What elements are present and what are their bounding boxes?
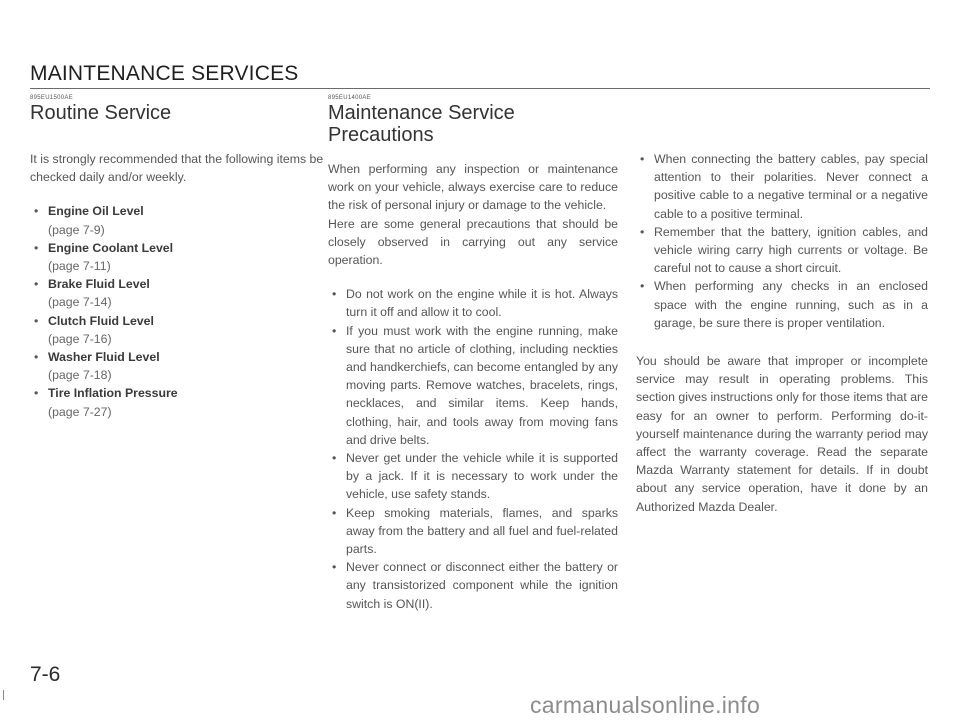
- precautions-section: [328, 95, 618, 613]
- routine-item-label: Brake Fluid Level: [48, 277, 150, 292]
- bullet-icon: •: [332, 287, 337, 302]
- bullet-icon: •: [640, 224, 645, 239]
- precaution-text: Remember that the battery, ignition cables, and vehicle wiring carry high currents or voltage. Be careful not to cause a short circuit.: [654, 224, 928, 276]
- bullet-icon: •: [34, 277, 39, 292]
- routine-item-page: (page 7-16): [48, 331, 112, 346]
- precautions-intro: When performing any inspection or maintenance work on your vehicle, always exercise care to reduce the risk of personal injury or damage to the vehicle.: [328, 162, 618, 213]
- precautions-code: 895EU1400AE: [328, 95, 371, 101]
- routine-service-section: [30, 95, 325, 421]
- routine-code: 895EU1500AE: [30, 95, 73, 101]
- routine-item-label: Clutch Fluid Level: [48, 313, 154, 328]
- header-divider: [30, 88, 930, 89]
- precaution-text: If you must work with the engine running, make sure that no article of clothing, including neckties and handkerchiefs, can become entangled by any moving parts. Remove watches, bracelets, rings, necklaces, and similar items. Keep hands, clothing, hair, and tools away from moving fans and drive belts.: [346, 323, 618, 447]
- precaution-text: Keep smoking materials, flames, and sparks away from the battery and all fuel and fuel-related parts.: [346, 505, 618, 557]
- precautions-continued: [636, 150, 928, 516]
- routine-item-page: (page 7-11): [48, 259, 111, 274]
- routine-item-page: (page 7-14): [48, 295, 112, 310]
- bullet-icon: •: [640, 279, 645, 294]
- bullet-icon: •: [332, 323, 337, 338]
- routine-item-page: (page 7-27): [48, 404, 112, 419]
- precaution-item: [328, 285, 618, 321]
- precautions-list-b: [636, 150, 928, 332]
- precaution-item: [328, 504, 618, 559]
- routine-item-label: Tire Inflation Pressure: [48, 386, 178, 401]
- precaution-text: Never get under the vehicle while it is supported by a jack. If it is necessary to work under the vehicle, use safety stands.: [346, 451, 618, 502]
- routine-item-list: [30, 202, 325, 420]
- margin-mark: [3, 690, 4, 700]
- precaution-text: Never connect or disconnect either the battery or any transistorized component while the ignition switch is ON(II).: [346, 560, 618, 611]
- precaution-item: [328, 449, 618, 504]
- routine-item-page: (page 7-18): [48, 368, 112, 383]
- precautions-intro-2: Here are some general precautions that should be closely observed in carrying out any service operation.: [328, 216, 618, 268]
- bullet-icon: •: [332, 451, 337, 466]
- precautions-closing: You should be aware that improper or incomplete service may result in operating problems. This section gives instructions only for those items that are easy for an owner to perform. Performing do-it-yourself maintenance during the warranty period may affect the warranty coverage. Read the separate Mazda Warranty statement for details. If in doubt about any service operation, have it done by an Authorized Mazda Dealer.: [636, 354, 928, 514]
- precautions-title-line2: Precautions: [328, 124, 434, 146]
- precaution-text: Do not work on the engine while it is hot. Always turn it off and allow it to cool.: [346, 287, 618, 320]
- routine-intro: It is strongly recommended that the following items be checked daily and/or weekly.: [30, 152, 324, 185]
- bullet-icon: •: [332, 505, 337, 520]
- routine-item: [30, 239, 325, 275]
- bullet-icon: •: [34, 313, 39, 328]
- routine-item: [30, 348, 325, 384]
- precaution-item: [328, 322, 618, 449]
- routine-item-label: Engine Oil Level: [48, 204, 144, 219]
- precaution-item: [636, 277, 928, 332]
- precaution-item: [636, 150, 928, 223]
- routine-title: Routine Service: [30, 102, 172, 124]
- routine-item-label: Washer Fluid Level: [48, 350, 160, 365]
- bullet-icon: •: [332, 560, 337, 575]
- precaution-item: [636, 223, 928, 278]
- bullet-icon: •: [34, 386, 39, 401]
- routine-item: [30, 275, 325, 311]
- precautions-title-line1: Maintenance Service: [328, 102, 515, 124]
- precaution-text: When connecting the battery cables, pay special attention to their polarities. Never connect a positive cable to a negative terminal or a negative cable to a positive terminal.: [654, 152, 928, 221]
- routine-item: [30, 202, 325, 238]
- watermark: carmanualsonline.info: [530, 692, 761, 718]
- routine-item-page: (page 7-9): [48, 222, 105, 237]
- routine-item: [30, 384, 325, 420]
- routine-item-label: Engine Coolant Level: [48, 240, 174, 255]
- page-number: 7-6: [30, 663, 61, 686]
- bullet-icon: •: [640, 152, 645, 166]
- bullet-icon: •: [34, 204, 39, 219]
- precaution-text: When performing any checks in an enclosed space with the engine running, such as in a garage, be sure there is proper ventilation.: [654, 279, 928, 330]
- bullet-icon: •: [34, 350, 39, 365]
- precaution-item: [328, 558, 618, 613]
- precautions-list-a: [328, 285, 618, 613]
- page-header-title: MAINTENANCE SERVICES: [30, 62, 299, 85]
- routine-item: [30, 312, 325, 348]
- bullet-icon: •: [34, 240, 39, 255]
